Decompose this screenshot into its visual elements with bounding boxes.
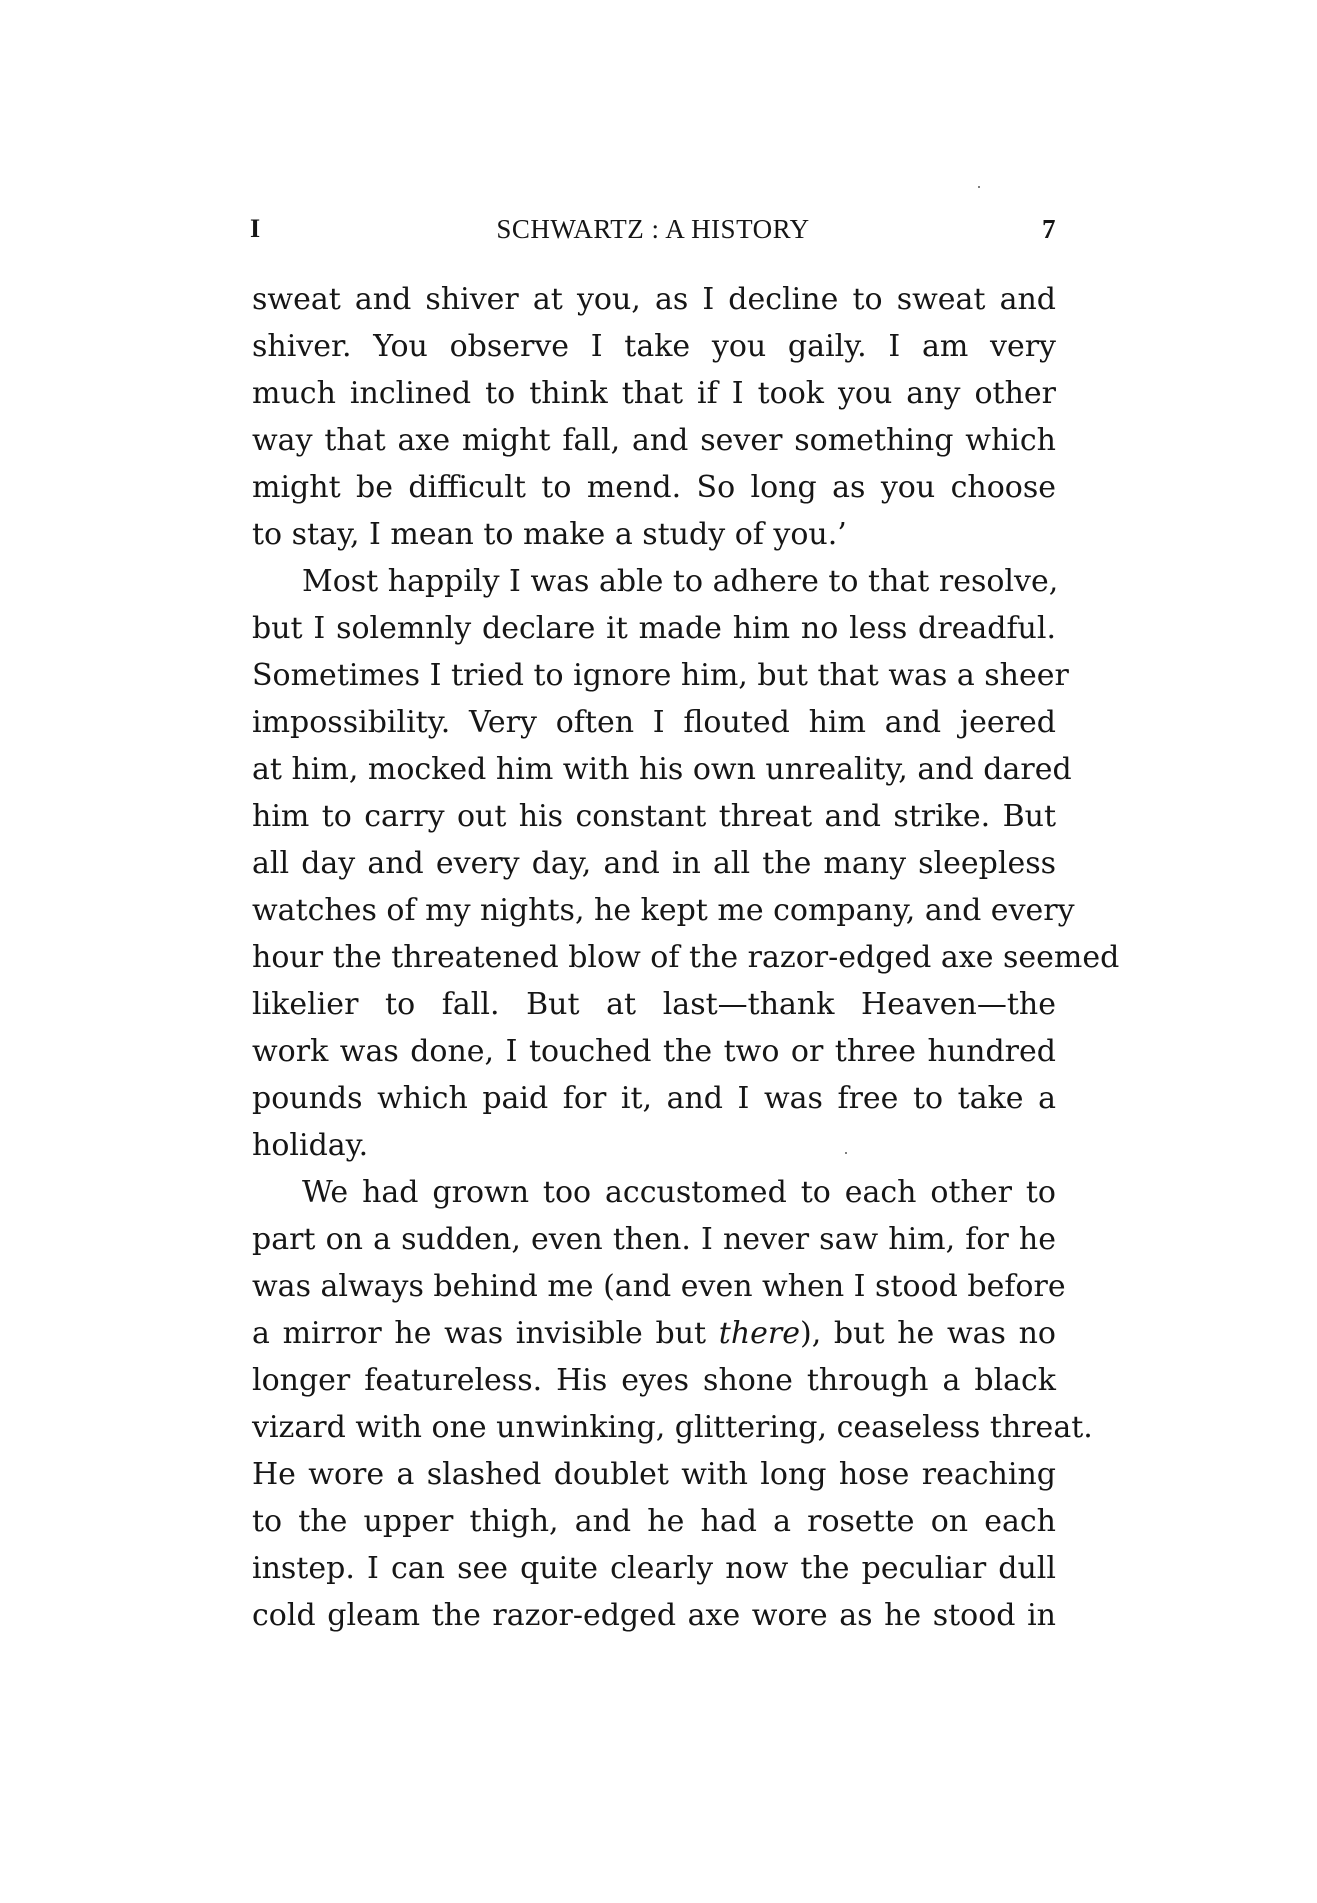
text-line: at him, mocked him with his own unreality, and dared: [252, 752, 1072, 787]
paragraph-2: [252, 558, 1120, 1169]
text-line: part on a sudden, even then. I never saw him, for he: [252, 1222, 1056, 1257]
scan-speck: [845, 1152, 847, 1154]
text-line: holiday.: [252, 1128, 369, 1163]
text-line: Most happily I was able to adhere to that resolve,: [302, 564, 1059, 599]
text-line: hour the threatened blow of the razor-edged axe seemed: [252, 940, 1120, 975]
text-line: He wore a slashed doublet with long hose reaching: [252, 1457, 1056, 1492]
text-line: instep. I can see quite clearly now the peculiar dull: [252, 1551, 1056, 1586]
paragraph-1: [252, 276, 1056, 558]
paragraph-3: [252, 1169, 1093, 1639]
italic-word: there: [718, 1316, 800, 1351]
text-line: shiver. You observe I take you gaily. I am very: [252, 329, 1056, 364]
text-line: work was done, I touched the two or three hundred: [252, 1034, 1056, 1069]
text-line-with-italic: [252, 1310, 1056, 1357]
running-title: SCHWARTZ : A HISTORY: [496, 214, 810, 244]
scan-speck: [978, 186, 980, 188]
text-line: Sometimes I tried to ignore him, but that was a sheer: [252, 658, 1069, 693]
text-line: much inclined to think that if I took you any other: [252, 376, 1056, 411]
text-line: way that axe might fall, and sever something which: [252, 423, 1056, 458]
text-fragment: ), but he was no: [800, 1316, 1056, 1351]
text-line: to the upper thigh, and he had a rosette on each: [252, 1504, 1056, 1539]
text-line: all day and every day, and in all the many sleepless: [252, 846, 1056, 881]
page-number: 7: [1042, 214, 1056, 244]
body-text: [252, 276, 1120, 1639]
page-header: [250, 212, 1056, 252]
text-line: likelier to fall. But at last—thank Heaven—the: [252, 987, 1056, 1022]
text-line: cold gleam the razor-edged axe wore as he stood in: [252, 1598, 1056, 1633]
text-line: but I solemnly declare it made him no less dreadful.: [252, 611, 1056, 646]
text-line: might be difficult to mend. So long as you choose: [252, 470, 1056, 505]
text-line: watches of my nights, he kept me company, and every: [252, 893, 1075, 928]
text-fragment: a mirror he was invisible but: [252, 1316, 719, 1351]
text-line: sweat and shiver at you, as I decline to sweat and: [252, 282, 1056, 317]
signature-mark: I: [250, 214, 261, 243]
text-line: pounds which paid for it, and I was free to take a: [252, 1081, 1056, 1116]
text-line: We had grown too accustomed to each other to: [302, 1175, 1056, 1210]
text-line: to stay, I mean to make a study of you.’: [252, 517, 847, 552]
text-line: vizard with one unwinking, glittering, ceaseless threat.: [252, 1410, 1093, 1445]
text-line: impossibility. Very often I flouted him and jeered: [252, 705, 1056, 740]
text-line: longer featureless. His eyes shone through a black: [252, 1363, 1056, 1398]
text-line: was always behind me (and even when I stood before: [252, 1269, 1066, 1304]
text-line: him to carry out his constant threat and strike. But: [252, 799, 1056, 834]
